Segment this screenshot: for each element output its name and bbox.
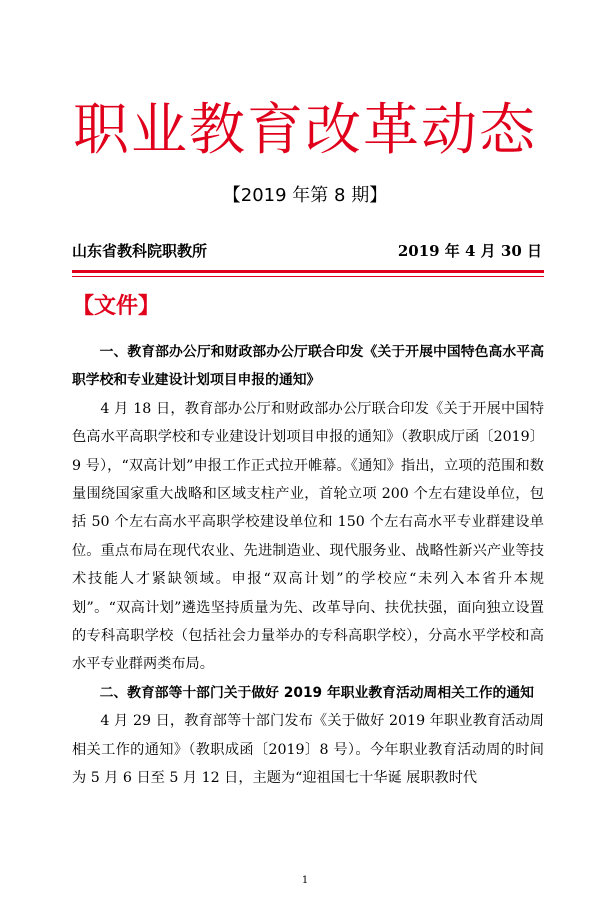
page-number: 1 — [301, 875, 309, 886]
article-body: 4 月 18 日，教育部办公厅和财政部办公厅联合印发《关于开展中国特色高水平高职学校和专业建设计划项目申报的通知》（教职成厅函〔2019〕9 号），“双高计划”申报工作正式拉开帷幕。《通知》指出，立项的范围和数量围绕国家重大战略和区域支柱产业，首轮立项 200 个左右建设单位，包括 50 个左右高水平高职学校建设单位和 150 个左右高水平专业群建设单位。重点布局在现代农业、先进制造业、现代服务业、战略性新兴产业等技术技能人才紧缺领域。申报“双高计划”的学校应“未列入本省升本规划”。“双高计划”遴选坚持质量为先、改革导向、扶优扶强，面向独立设置的专科高职学校（包括社会力量举办的专科高职学校），分高水平学校和高水平专业群两类布局。 — [72, 400, 544, 673]
article-body: 4 月 29 日，教育部等十部门发布《关于做好 2019 年职业教育活动周相关工作的通知》（教职成函〔2019〕8 号）。今年职业教育活动周的时间为 5 月 6 日至 5 月 12 日，主题为“迎祖国七十华诞 展职教时代 — [72, 713, 544, 787]
header-rule-thin — [72, 276, 544, 277]
organization-name: 山东省教科院职教所 — [72, 242, 208, 260]
article-title: 一、教育部办公厅和财政部办公厅联合印发《关于开展中国特色高水平高职学校和专业建设计划项目申报的通知》 — [72, 344, 544, 389]
header-rule-thick — [72, 270, 544, 273]
masthead-title: 职业教育改革动态 — [73, 98, 537, 163]
article-content — [72, 338, 544, 793]
publication-meta — [72, 240, 542, 262]
issue-number: 【2019 年第 8 期】 — [222, 185, 388, 206]
article-title: 二、教育部等十部门关于做好 2019 年职业教育活动周相关工作的通知 — [99, 684, 534, 701]
section-heading: 【文件】 — [72, 294, 161, 319]
publication-date: 2019 年 4 月 30 日 — [397, 242, 542, 260]
